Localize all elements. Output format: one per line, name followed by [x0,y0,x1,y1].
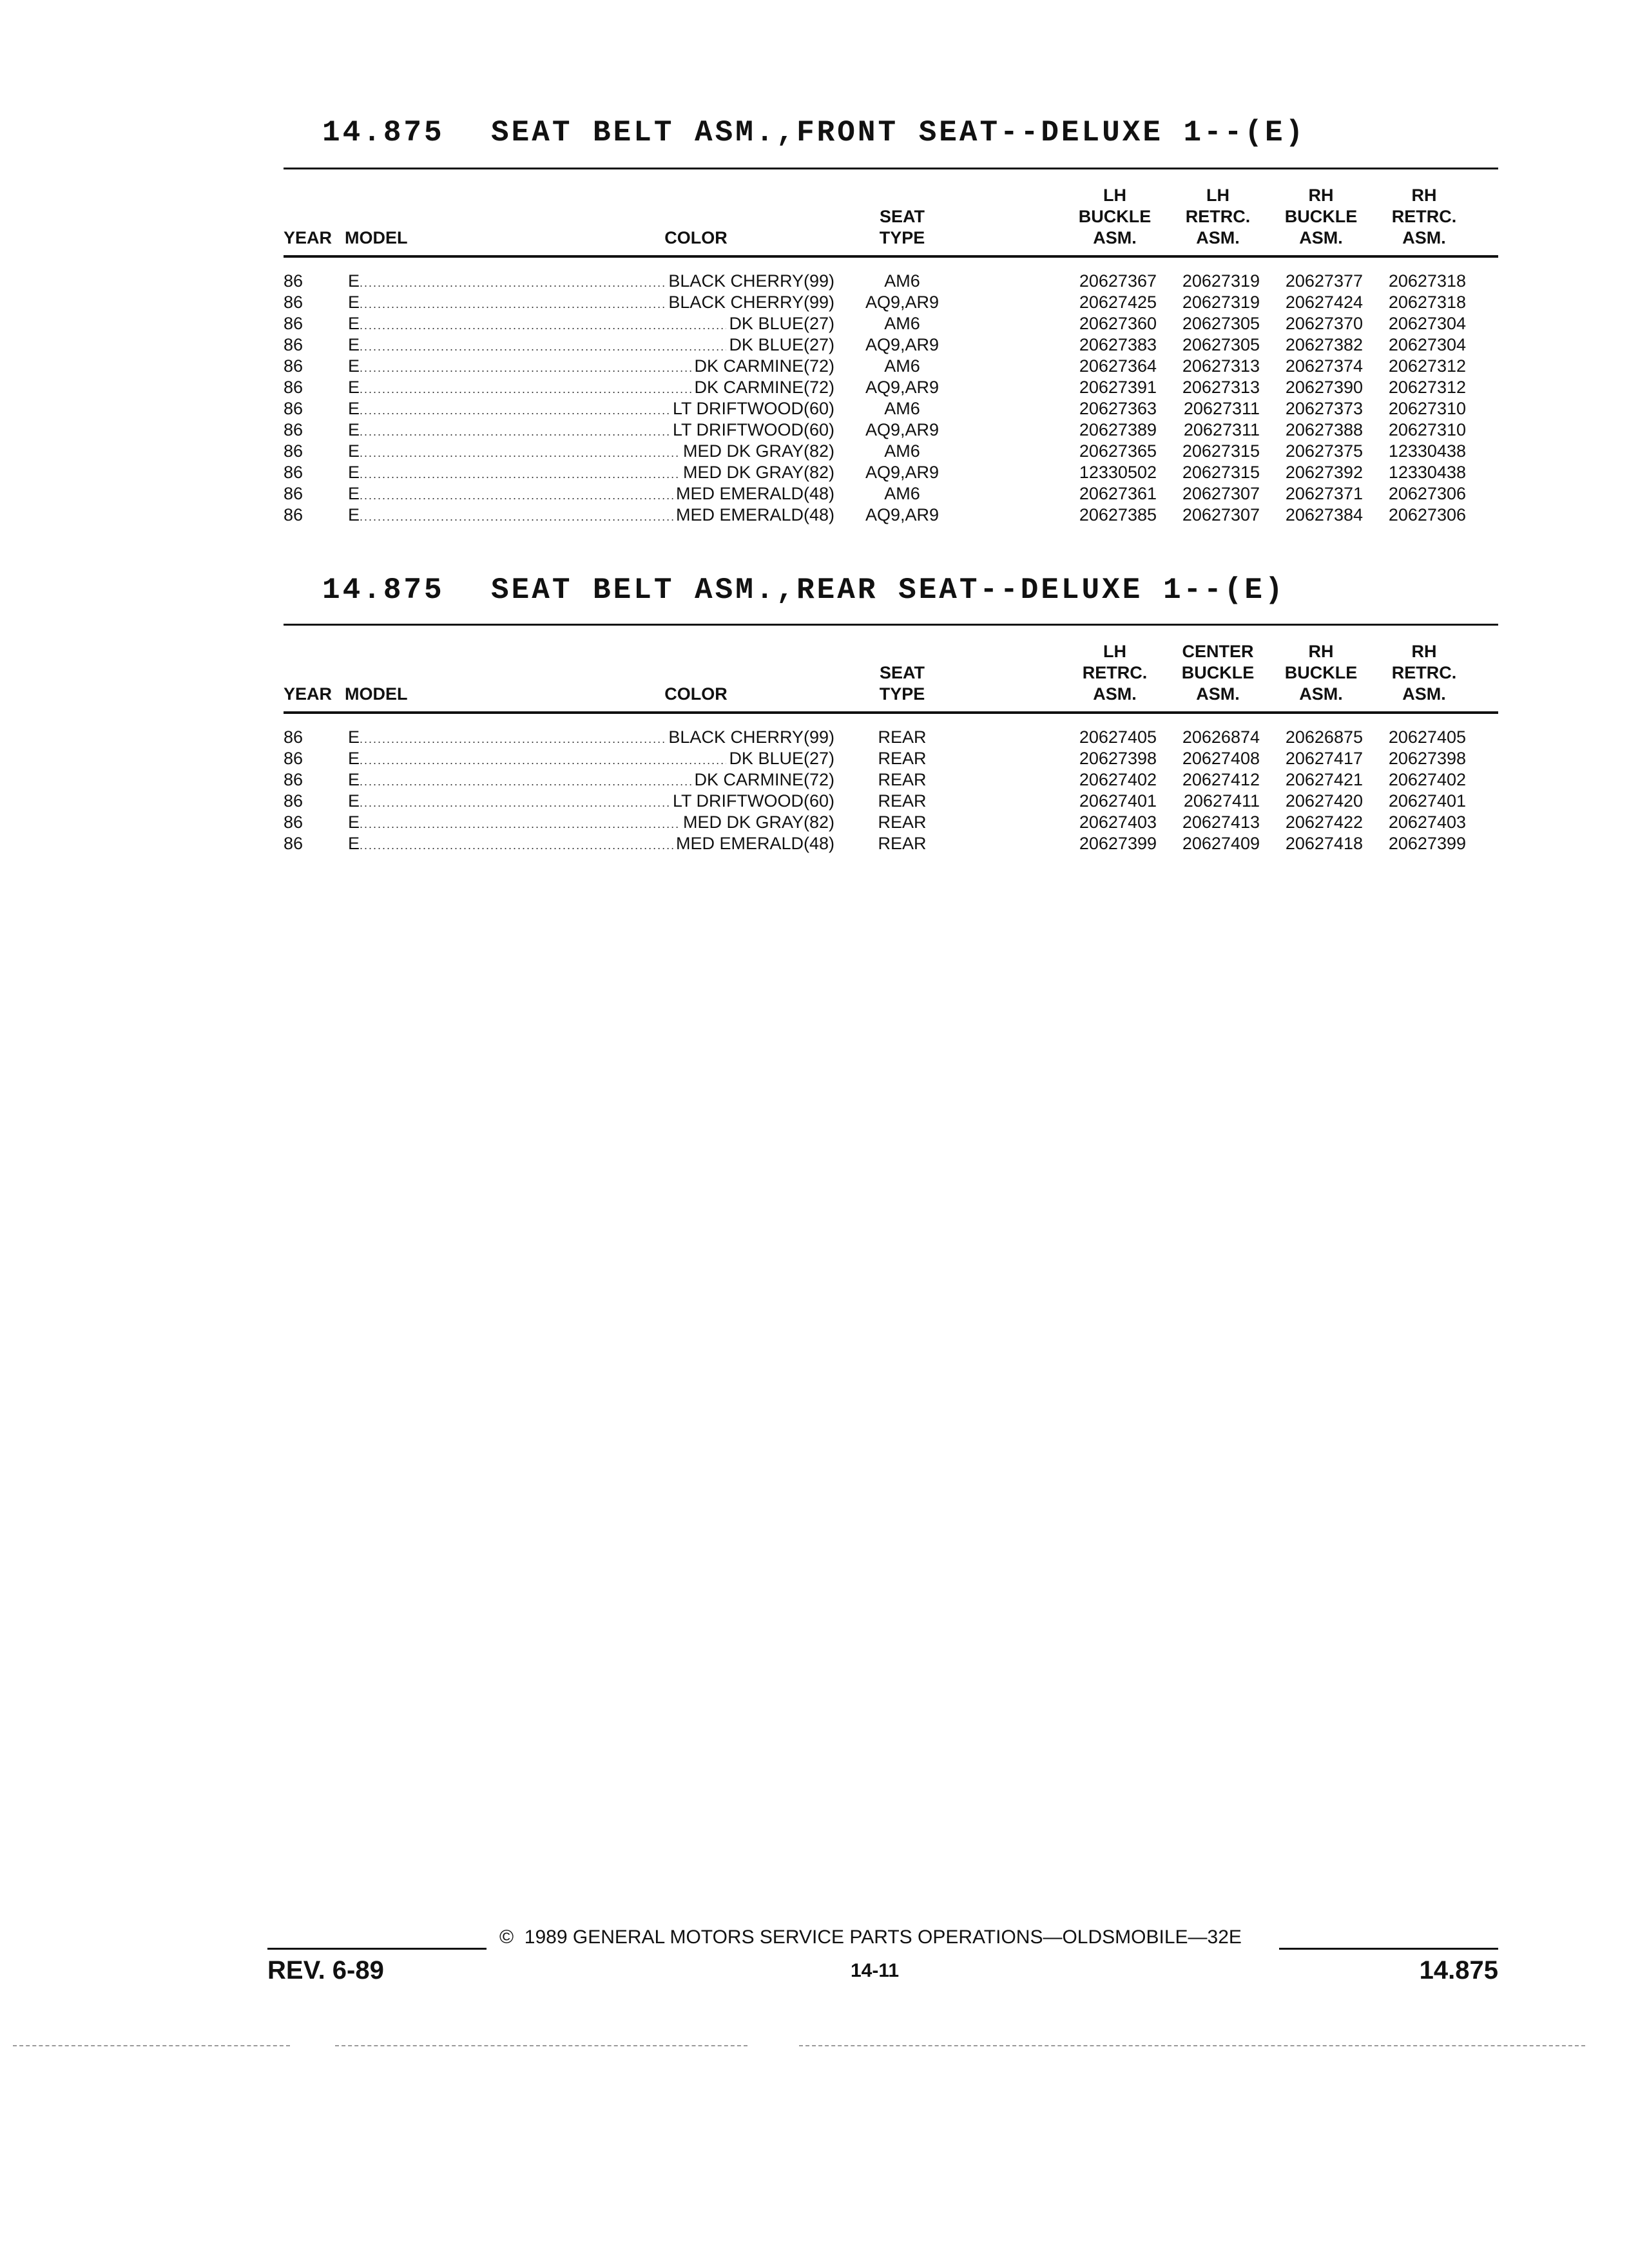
year-cell: 86 [284,834,304,853]
rear-header-lh-retrc: LH RETRC. ASM. [1082,642,1148,704]
model-color-leader [348,833,834,854]
seat-type-cell: AM6 [884,399,920,418]
model-color-leader [348,769,834,791]
part-number-cell: 20627310 [1388,399,1466,418]
year-cell: 86 [284,484,304,503]
color-cell: DK BLUE(27) [729,335,834,354]
part-number-cell: 20627424 [1285,293,1363,312]
rear-header-top-rule [284,624,1498,626]
year-cell: 86 [284,791,304,811]
part-number-cell: 20627305 [1182,335,1260,354]
part-number-cell: 20627382 [1285,335,1363,354]
part-number-cell: 20627365 [1079,441,1157,461]
page-footer [267,1927,1498,1997]
part-number-cell: 20627402 [1079,770,1157,789]
color-cell: LT DRIFTWOOD(60) [672,399,834,418]
rear-header-rh-retrc: RH RETRC. ASM. [1391,642,1457,704]
year-cell: 86 [284,293,304,312]
table-row [284,748,1498,769]
seat-type-cell: AQ9,AR9 [865,463,940,482]
year-cell: 86 [284,399,304,418]
part-number-cell: 20627306 [1388,484,1466,503]
year-cell: 86 [284,314,304,333]
seat-type-cell: AM6 [884,356,920,376]
part-number-cell: 20627306 [1388,505,1466,524]
year-cell: 86 [284,378,304,397]
model-color-leader [348,398,834,419]
table-row [284,833,1498,854]
dot-leader [360,400,670,419]
model-color-leader [348,292,834,313]
part-number-cell: 20627420 [1285,791,1363,811]
copyright-icon: © [499,1927,514,1948]
model-color-leader [348,271,834,292]
table-row [284,377,1498,398]
color-cell: DK BLUE(27) [729,749,834,768]
seat-type-cell: AQ9,AR9 [865,335,940,354]
part-number-cell: 20627390 [1285,378,1363,397]
front-header-rh-buckle: RH BUCKLE ASM. [1284,186,1358,247]
model-cell: E [348,812,360,832]
part-number-cell: 20627401 [1388,791,1466,811]
seat-type-cell: REAR [878,749,927,768]
seat-type-cell: AQ9,AR9 [865,505,940,524]
part-number-cell: 20627367 [1079,271,1157,291]
model-cell: E [348,505,360,524]
color-cell: LT DRIFTWOOD(60) [672,791,834,811]
part-number-cell: 20627315 [1182,463,1260,482]
front-header-model: MODEL [345,228,408,247]
dot-leader [360,835,673,854]
part-number-cell: 20627403 [1388,812,1466,832]
model-color-leader [348,727,834,748]
part-number-cell: 20627398 [1388,749,1466,768]
dot-leader [360,379,691,398]
part-number-cell: 20627364 [1079,356,1157,376]
dot-leader [360,273,666,292]
part-number-cell: 20627312 [1388,378,1466,397]
color-cell: LT DRIFTWOOD(60) [672,420,834,439]
part-number-cell: 20627311 [1183,420,1260,439]
part-number-cell: 12330438 [1388,463,1466,482]
table-row [284,483,1498,505]
part-number-cell: 20627363 [1079,399,1157,418]
color-cell: MED DK GRAY(82) [682,812,834,832]
table-row [284,292,1498,313]
year-cell: 86 [284,505,304,524]
model-cell: E [348,749,360,768]
year-cell: 86 [284,420,304,439]
model-color-leader [348,812,834,833]
part-number-cell: 20627370 [1285,314,1363,333]
model-cell: E [348,356,360,376]
seat-type-cell: AM6 [884,314,920,333]
scan-artifact-line [335,2045,747,2046]
front-header-rh-retrc: RH RETRC. ASM. [1391,186,1457,247]
seat-type-cell: AQ9,AR9 [865,420,940,439]
model-color-leader [348,483,834,505]
front-section-number: 14.875 [322,116,445,149]
color-cell: MED DK GRAY(82) [682,463,834,482]
dot-leader [360,814,680,833]
color-cell: DK CARMINE(72) [694,378,834,397]
table-row [284,462,1498,483]
dot-leader [360,443,680,462]
front-header-lh-buckle: LH BUCKLE ASM. [1078,186,1152,247]
part-number-cell: 12330438 [1388,441,1466,461]
rear-seat-section [284,573,1498,863]
part-number-cell: 20627401 [1079,791,1157,811]
year-cell: 86 [284,271,304,291]
year-cell: 86 [284,441,304,461]
rear-section-title [322,573,1286,607]
table-row [284,791,1498,812]
color-cell: MED EMERALD(48) [675,484,834,503]
part-number-cell: 20627307 [1182,505,1260,524]
color-cell: DK CARMINE(72) [694,356,834,376]
model-color-leader [348,356,834,377]
part-number-cell: 20627422 [1285,812,1363,832]
model-cell: E [348,727,360,747]
model-cell: E [348,770,360,789]
footer-section-number: 14.875 [1419,1956,1498,1984]
dot-leader [360,294,666,313]
model-cell: E [348,293,360,312]
seat-type-cell: REAR [878,812,927,832]
part-number-cell: 20627413 [1182,812,1260,832]
model-color-leader [348,377,834,398]
part-number-cell: 20627383 [1079,335,1157,354]
model-cell: E [348,378,360,397]
table-row [284,356,1498,377]
part-number-cell: 20627391 [1079,378,1157,397]
dot-leader [360,485,673,505]
seat-type-cell: REAR [878,834,927,853]
footer-page-number: 14-11 [851,1960,900,1981]
part-number-cell: 20627392 [1285,463,1363,482]
rear-header-seat-type: SEAT TYPE [879,663,925,704]
color-cell: MED DK GRAY(82) [682,441,834,461]
part-number-cell: 20627409 [1182,834,1260,853]
part-number-cell: 20627313 [1182,356,1260,376]
year-cell: 86 [284,356,304,376]
seat-type-cell: AQ9,AR9 [865,378,940,397]
model-color-leader [348,313,834,334]
rear-section-number: 14.875 [322,573,445,607]
seat-type-cell: AM6 [884,441,920,461]
table-row [284,398,1498,419]
part-number-cell: 20627313 [1182,378,1260,397]
table-row [284,271,1498,292]
rear-header-center-buckle: CENTER BUCKLE ASM. [1181,642,1255,704]
footer-rule-left [267,1948,487,1950]
model-color-leader [348,419,834,441]
rear-header-rh-buckle: RH BUCKLE ASM. [1284,642,1358,704]
part-number-cell: 20627361 [1079,484,1157,503]
seat-type-cell: AM6 [884,484,920,503]
seat-type-cell: REAR [878,727,927,747]
part-number-cell: 20627304 [1388,335,1466,354]
part-number-cell: 20627411 [1183,791,1260,811]
table-row [284,313,1498,334]
model-cell: E [348,420,360,439]
table-row [284,334,1498,356]
dot-leader [360,729,666,748]
color-cell: BLACK CHERRY(99) [668,271,834,291]
seat-type-cell: AM6 [884,271,920,291]
part-number-cell: 20627385 [1079,505,1157,524]
dot-leader [360,464,680,483]
part-number-cell: 20627405 [1079,727,1157,747]
part-number-cell: 12330502 [1079,463,1157,482]
part-number-cell: 20627312 [1388,356,1466,376]
year-cell: 86 [284,812,304,832]
dot-leader [360,750,726,769]
front-header-top-rule [284,168,1498,169]
front-section-heading: SEAT BELT ASM.,FRONT SEAT--DELUXE 1--(E) [491,116,1306,149]
part-number-cell: 20627403 [1079,812,1157,832]
part-number-cell: 20627398 [1079,749,1157,768]
rear-header-bottom-rule [284,711,1498,714]
front-header-year: YEAR [284,228,333,247]
model-cell: E [348,791,360,811]
part-number-cell: 20627305 [1182,314,1260,333]
table-row [284,505,1498,526]
color-cell: MED EMERALD(48) [675,505,834,524]
part-number-cell: 20627389 [1079,420,1157,439]
table-row [284,441,1498,462]
part-number-cell: 20627371 [1285,484,1363,503]
part-number-cell: 20627402 [1388,770,1466,789]
part-number-cell: 20626874 [1182,727,1260,747]
table-row [284,727,1498,748]
footer-copyright-text: 1989 GENERAL MOTORS SERVICE PARTS OPERATIONS—OLDSMOBILE—32E [524,1927,1242,1948]
scan-artifact-line [13,2045,290,2046]
dot-leader [360,421,670,441]
part-number-cell: 20627384 [1285,505,1363,524]
part-number-cell: 20626875 [1285,727,1363,747]
part-number-cell: 20627377 [1285,271,1363,291]
model-color-leader [348,334,834,356]
year-cell: 86 [284,463,304,482]
year-cell: 86 [284,770,304,789]
dot-leader [360,336,726,356]
dot-leader [360,358,691,377]
part-number-cell: 20627360 [1079,314,1157,333]
color-cell: BLACK CHERRY(99) [668,727,834,747]
color-cell: BLACK CHERRY(99) [668,293,834,312]
model-color-leader [348,505,834,526]
part-number-cell: 20627418 [1285,834,1363,853]
part-number-cell: 20627421 [1285,770,1363,789]
part-number-cell: 20627318 [1388,293,1466,312]
year-cell: 86 [284,335,304,354]
rear-header-model: MODEL [345,684,408,704]
part-number-cell: 20627408 [1182,749,1260,768]
part-number-cell: 20627374 [1285,356,1363,376]
front-header-seat-type: SEAT TYPE [879,207,925,247]
model-cell: E [348,314,360,333]
rear-section-heading: SEAT BELT ASM.,REAR SEAT--DELUXE 1--(E) [491,573,1286,607]
part-number-cell: 20627388 [1285,420,1363,439]
model-cell: E [348,463,360,482]
table-row [284,419,1498,441]
part-number-cell: 20627315 [1182,441,1260,461]
front-section-title [322,116,1306,149]
model-cell: E [348,441,360,461]
dot-leader [360,315,726,334]
dot-leader [360,793,670,812]
model-color-leader [348,791,834,812]
year-cell: 86 [284,749,304,768]
part-number-cell: 20627373 [1285,399,1363,418]
model-color-leader [348,441,834,462]
model-cell: E [348,834,360,853]
front-header-lh-retrc: LH RETRC. ASM. [1185,186,1251,247]
footer-revision: REV. 6-89 [267,1956,384,1984]
part-number-cell: 20627319 [1182,293,1260,312]
footer-copyright [499,1927,1242,1948]
year-cell: 86 [284,727,304,747]
color-cell: DK BLUE(27) [729,314,834,333]
seat-type-cell: AQ9,AR9 [865,293,940,312]
part-number-cell: 20627318 [1388,271,1466,291]
rear-header-color: COLOR [664,684,728,704]
front-header-bottom-rule [284,255,1498,258]
part-number-cell: 20627425 [1079,293,1157,312]
dot-leader [360,771,691,791]
seat-type-cell: REAR [878,770,927,789]
dot-leader [360,506,673,526]
model-cell: E [348,335,360,354]
color-cell: DK CARMINE(72) [694,770,834,789]
part-number-cell: 20627310 [1388,420,1466,439]
scan-artifact-line [799,2045,1585,2046]
part-number-cell: 20627311 [1183,399,1260,418]
rear-header-year: YEAR [284,684,333,704]
part-number-cell: 20627307 [1182,484,1260,503]
color-cell: MED EMERALD(48) [675,834,834,853]
table-row [284,812,1498,833]
footer-rule-right [1279,1948,1498,1950]
front-header-color: COLOR [664,228,728,247]
part-number-cell: 20627412 [1182,770,1260,789]
part-number-cell: 20627417 [1285,749,1363,768]
model-cell: E [348,399,360,418]
part-number-cell: 20627399 [1388,834,1466,853]
model-color-leader [348,462,834,483]
front-seat-section [284,116,1498,541]
table-row [284,769,1498,791]
part-number-cell: 20627375 [1285,441,1363,461]
seat-type-cell: REAR [878,791,927,811]
model-color-leader [348,748,834,769]
part-number-cell: 20627405 [1388,727,1466,747]
part-number-cell: 20627399 [1079,834,1157,853]
model-cell: E [348,271,360,291]
model-cell: E [348,484,360,503]
part-number-cell: 20627304 [1388,314,1466,333]
part-number-cell: 20627319 [1182,271,1260,291]
